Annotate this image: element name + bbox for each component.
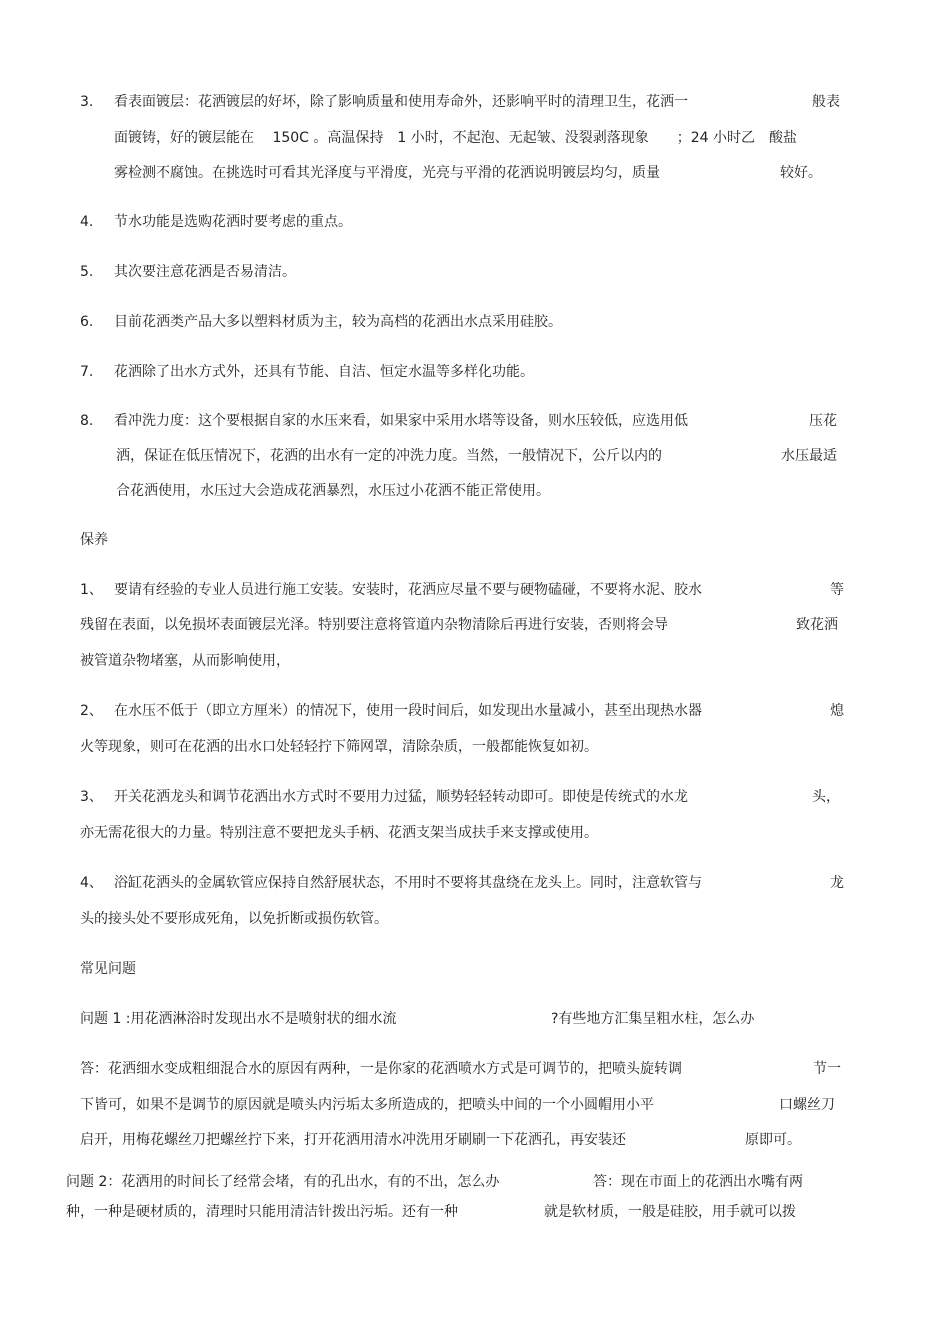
item-8-line-3: 合花洒使用，水压过大会造成花洒暴烈，水压过小花洒不能正常使用。 xyxy=(116,483,550,499)
maintenance-4-line-1: 4、 浴缸花洒头的金属软管应保持自然舒展状态，不用时不要将其盘绕在龙头上。同时，注意软管与 龙 xyxy=(80,875,844,891)
item-4: 4. 节水功能是选购花洒时要考虑的重点。 xyxy=(80,214,352,230)
maintenance-1-line-2: 残留在表面，以免损坏表面镀层光泽。特别要注意将管道内杂物清除后再进行安装，否则将会导 致花洒 xyxy=(80,617,838,633)
item-6: 6. 目前花洒类产品大多以塑料材质为主，较为高档的花洒出水点采用硅胶。 xyxy=(80,314,562,330)
faq-answer-1-line-3: 启开，用梅花螺丝刀把螺丝拧下来，打开花洒用清水冲洗用牙刷刷一下花洒孔，再安装还 原即可。 xyxy=(80,1132,801,1148)
item-8-line-2: 洒，保证在低压情况下，花洒的出水有一定的冲洗力度。当然，一般情况下，公斤以内的 水压最适 xyxy=(116,448,837,464)
maintenance-heading: 保养 xyxy=(80,532,108,548)
item-5: 5. 其次要注意花洒是否易清洁。 xyxy=(80,264,296,280)
faq-answer-1-line-1: 答：花洒细水变成粗细混合水的原因有两种，一是你家的花洒喷水方式是可调节的，把喷头旋转调 节一 xyxy=(80,1061,841,1077)
item-8-line-1: 8. 看冲洗力度：这个要根据自家的水压来看，如果家中采用水塔等设备，则水压较低，应选用低 压花 xyxy=(80,413,837,429)
maintenance-2-line-1: 2、 在水压不低于（即立方厘米）的情况下，使用一段时间后，如发现出水量减小，甚至出现热水器 熄 xyxy=(80,703,844,719)
item-3-line-1: 3. 看表面镀层：花洒镀层的好坏，除了影响质量和使用寿命外，还影响平时的清理卫生，花洒一 般表 xyxy=(80,94,840,110)
item-3-line-3: 雾检测不腐蚀。在挑选时可看其光泽度与平滑度，光亮与平滑的花洒说明镀层均匀，质量 较好。 xyxy=(114,165,822,181)
maintenance-2-line-2: 火等现象，则可在花洒的出水口处轻轻拧下筛网罩，清除杂质，一般都能恢复如初。 xyxy=(80,739,598,755)
item-3-line-2: 面镀铸，好的镀层能在 150C 。高温保持 1 小时，不起泡、无起皱、没裂剥落现象 ；24 小时乙 酸盐 xyxy=(114,130,798,146)
faq-question-2-line-1: 问题 2：花洒用的时间长了经常会堵，有的孔出水，有的不出，怎么办 答：现在市面上的花洒出水嘴有两 xyxy=(66,1174,803,1190)
item-7: 7. 花洒除了出水方式外，还具有节能、自洁、恒定水温等多样化功能。 xyxy=(80,364,534,380)
faq-question-1: 问题 1 :用花洒淋浴时发现出水不是喷射状的细水流 ?有些地方汇集呈粗水柱，怎么办 xyxy=(80,1011,755,1027)
maintenance-4-line-2: 头的接头处不要形成死角，以免折断或损伤软管。 xyxy=(80,911,388,927)
maintenance-3-line-1: 3、 开关花洒龙头和调节花洒出水方式时不要用力过猛，顺势轻轻转动即可。即使是传统式的水龙 头， xyxy=(80,789,840,805)
faq-answer-1-line-2: 下皆可，如果不是调节的原因就是喷头内污垢太多所造成的，把喷头中间的一个小圆帽用小平 口螺丝刀 xyxy=(80,1097,835,1113)
faq-question-2-line-2: 种，一种是硬材质的，清理时只能用清洁针拨出污垢。还有一种 就是软材质，一般是硅胶，用手就可以拨 xyxy=(66,1204,796,1220)
maintenance-1-line-3: 被管道杂物堵塞，从而影响使用， xyxy=(80,653,290,669)
maintenance-1-line-1: 1、 要请有经验的专业人员进行施工安装。安装时，花洒应尽量不要与硬物磕碰，不要将水泥、胶水 等 xyxy=(80,582,844,598)
item-3-number: 3. xyxy=(80,94,94,110)
faq-heading: 常见问题 xyxy=(80,961,136,977)
maintenance-3-line-2: 亦无需花很大的力量。特别注意不要把龙头手柄、花洒支架当成扶手来支撑或使用。 xyxy=(80,825,598,841)
